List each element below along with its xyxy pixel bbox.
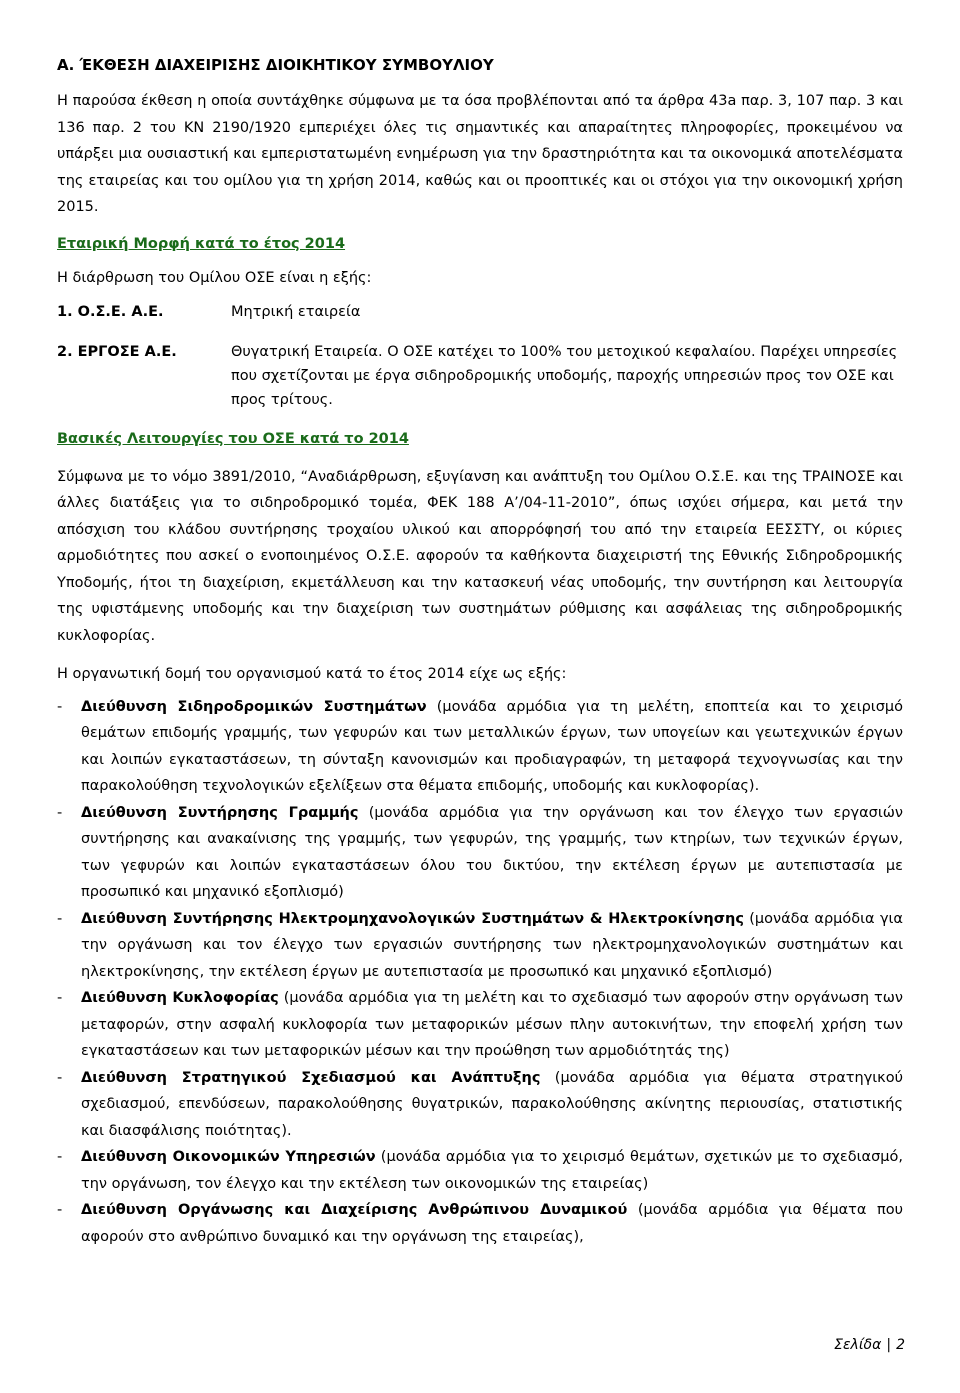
intro-paragraph: Η παρούσα έκθεση η οποία συντάχθηκε σύμφωνα με τα όσα προβλέπονται από τα άρθρα 43a παρ. 3, 107 παρ. 3 και 136 παρ. 2 του ΚΝ 2190/1920 εμπεριέχει όλες τις σημαντικές και απαραίτητες πληροφορίες, προκειμένου να υπάρξει μια ουσιαστική και εμπεριστατωμένη ενημέρωση για την δραστηριότητα και τα οικονομικά αποτελέσματα της εταιρείας και του ομίλου για τη χρήση 2014, καθώς και οι προοπτικές και οι στόχοι για την οικονομική χρήση 2015. xyxy=(57,93,903,215)
page-separator: | xyxy=(886,1337,892,1353)
list-dash: - xyxy=(57,1069,63,1086)
list-item xyxy=(57,1065,903,1145)
entity-desc: Μητρική εταιρεία xyxy=(231,304,361,320)
page-footer xyxy=(834,1337,905,1353)
list-dash: - xyxy=(57,910,63,927)
basic-functions-heading: Βασικές Λειτουργίες του ΟΣΕ κατά το 2014 xyxy=(57,430,409,447)
department-name: Διεύθυνση Οργάνωσης και Διαχείρισης Ανθρώπινου Δυναμικού xyxy=(81,1202,628,1218)
list-dash: - xyxy=(57,1202,63,1218)
departments-list xyxy=(57,694,903,1251)
entity-label: 1. Ο.Σ.Ε. Α.Ε. xyxy=(57,304,164,320)
list-item xyxy=(57,1144,903,1197)
page-number: 2 xyxy=(896,1337,905,1353)
department-name: Διεύθυνση Συντήρησης Ηλεκτρομηχανολογικών Συστημάτων & Ηλεκτροκίνησης xyxy=(81,910,744,927)
list-item xyxy=(57,906,903,986)
structure-intro: Η διάρθρωση του Ομίλου ΟΣΕ είναι η εξής: xyxy=(57,269,372,286)
corporate-form-heading-text: Εταιρική Μορφή κατά το έτος 2014 xyxy=(57,235,346,252)
department-desc: (μονάδα αρμόδια για τη μελέτη και το σχεδιασμό των αφορούν στην οργάνωση των μεταφορών, στην ασφαλή κυκλοφορία των μεταφορικών μέσων πλην αυτοκινήτων, την εποφελή χρήση των εγκαταστάσεων και των μεταφορικών μέσων και την προώθηση των αρμοδιότητάς της) xyxy=(81,990,903,1059)
list-dash: - xyxy=(57,804,63,821)
department-desc: (μονάδα αρμόδια για θέματα που αφορούν στο ανθρώπινο δυναμικό και την οργάνωση της εταιρείας), xyxy=(81,1202,903,1245)
department-desc: (μονάδα αρμόδια για την οργάνωση και τον έλεγχο των εργασιών συντήρησης και ανακαίνισης της γραμμής, των γεφυρών, της γραμμής, των κτηρίων, των τεχνικών έργων, των γεφυρών και λοιπών εγκαταστάσεων όλου του δικτύου, την εκτέλεση έργων με αυτεπιστασία με προσωπικό και μηχανικό εξοπλισμό) xyxy=(81,804,903,900)
list-dash: - xyxy=(57,1149,63,1165)
org-intro: Η οργανωτική δομή του οργανισμού κατά το έτος 2014 είχε ως εξής: xyxy=(57,666,567,682)
entity-label: 2. ΕΡΓΟΣΕ Α.Ε. xyxy=(57,343,177,360)
list-item xyxy=(57,800,903,906)
department-name: Διεύθυνση Οικονομικών Υπηρεσιών xyxy=(81,1149,376,1165)
list-item xyxy=(57,1197,903,1250)
corporate-form-heading xyxy=(57,231,903,257)
department-name: Διεύθυνση Στρατηγικού Σχεδιασμού και Ανάπτυξης xyxy=(81,1069,541,1086)
department-desc: (μονάδα αρμόδια για το χειρισμό θεμάτων, σχετικών με το σχεδιασμό, την οργάνωση, τον έλεγχο και την εκτέλεση των οικονομικών της εταιρείας) xyxy=(81,1149,903,1192)
department-name: Διεύθυνση Κυκλοφορίας xyxy=(81,990,279,1006)
list-item xyxy=(57,985,903,1065)
department-desc: (μονάδα αρμόδια για τη μελέτη, εποπτεία και το χειρισμό θεμάτων επιδομής γραμμής, των γεφυρών και των μεταλλικών έργων, των υπογείων και γεωτεχνικών έργων και λοιπών εγκαταστάσεων, τη σύνταξη κανονισμών και προδιαγραφών, τη μεταφορά τεχνογνωσίας και την παρακολούθηση τεχνολογικών εξελίξεων στα θέματα επιδομής, υποδομής και κυκλοφορίας). xyxy=(81,698,903,794)
page-label: Σελίδα xyxy=(834,1337,882,1353)
list-dash: - xyxy=(57,990,63,1006)
entity-row xyxy=(57,340,903,412)
basic-functions-paragraph: Σύμφωνα με το νόμο 3891/2010, “Αναδιάρθρωση, εξυγίανση και ανάπτυξη του Ομίλου Ο.Σ.Ε. και της ΤΡΑΙΝΟΣΕ και άλλες διατάξεις για το σιδηροδρομικό τομέα, ΦΕΚ 188 Α’/04-11-2010”, όπως ισχύει σήμερα, και μετά την απόσχιση του κλάδου συντήρησης τροχαίου υλικού και απορρόφησή του από την εταιρεία ΕΕΣΣΤΥ, οι κύριες αρμοδιότητες που ασκεί ο ενοποιημένος Ο.Σ.Ε. αφορούν τα καθήκοντα διαχειριστή της Εθνικής Σιδηροδρομικής Υποδομής, ήτοι τη διαχείριση, εκμετάλλευση και την κατασκευή νέας υποδομής, την συντήρηση και λειτουργία της υφιστάμενης υποδομής και την διαχείριση των συστημάτων ρύθμισης και ασφάλειας της σιδηροδρομικής κυκλοφορίας. xyxy=(57,468,903,644)
department-desc: (μονάδα αρμόδια για θέματα στρατηγικού σχεδιασμού, επενδύσεων, παρακολούθησης θυγατρικών, παρακολούθησης ακίνητης περιουσίας, στατιστικής και διασφάλισης ποιότητας). xyxy=(81,1069,903,1139)
page-content xyxy=(57,54,903,1250)
department-name: Διεύθυνση Συντήρησης Γραμμής xyxy=(81,804,359,821)
department-desc: (μονάδα αρμόδια για την οργάνωση και τον έλεγχο των εργασιών συντήρησης των ηλεκτρομηχανολογικών συστημάτων και ηλεκτροκίνησης, την εκτέλεση έργων με αυτεπιστασία με προσωπικό και μηχανικό εξοπλισμό) xyxy=(81,910,903,980)
entity-row xyxy=(57,299,903,326)
list-dash: - xyxy=(57,698,63,715)
department-name: Διεύθυνση Σιδηροδρομικών Συστημάτων xyxy=(81,698,427,715)
entity-desc: Θυγατρική Εταιρεία. Ο ΟΣΕ κατέχει το 100% του μετοχικού κεφαλαίου. Παρέχει υπηρεσίες που σχετίζονται με έργα σιδηροδρομικής υποδομής, παροχής υπηρεσιών προς τον ΟΣΕ και προς τρίτους. xyxy=(231,343,898,408)
list-item xyxy=(57,694,903,800)
section-title: Α. ΈΚΘΕΣΗ ΔΙΑΧΕΙΡΙΣΗΣ ΔΙΟΙΚΗΤΙΚΟΥ ΣΥΜΒΟΥΛΙΟΥ xyxy=(57,56,494,74)
